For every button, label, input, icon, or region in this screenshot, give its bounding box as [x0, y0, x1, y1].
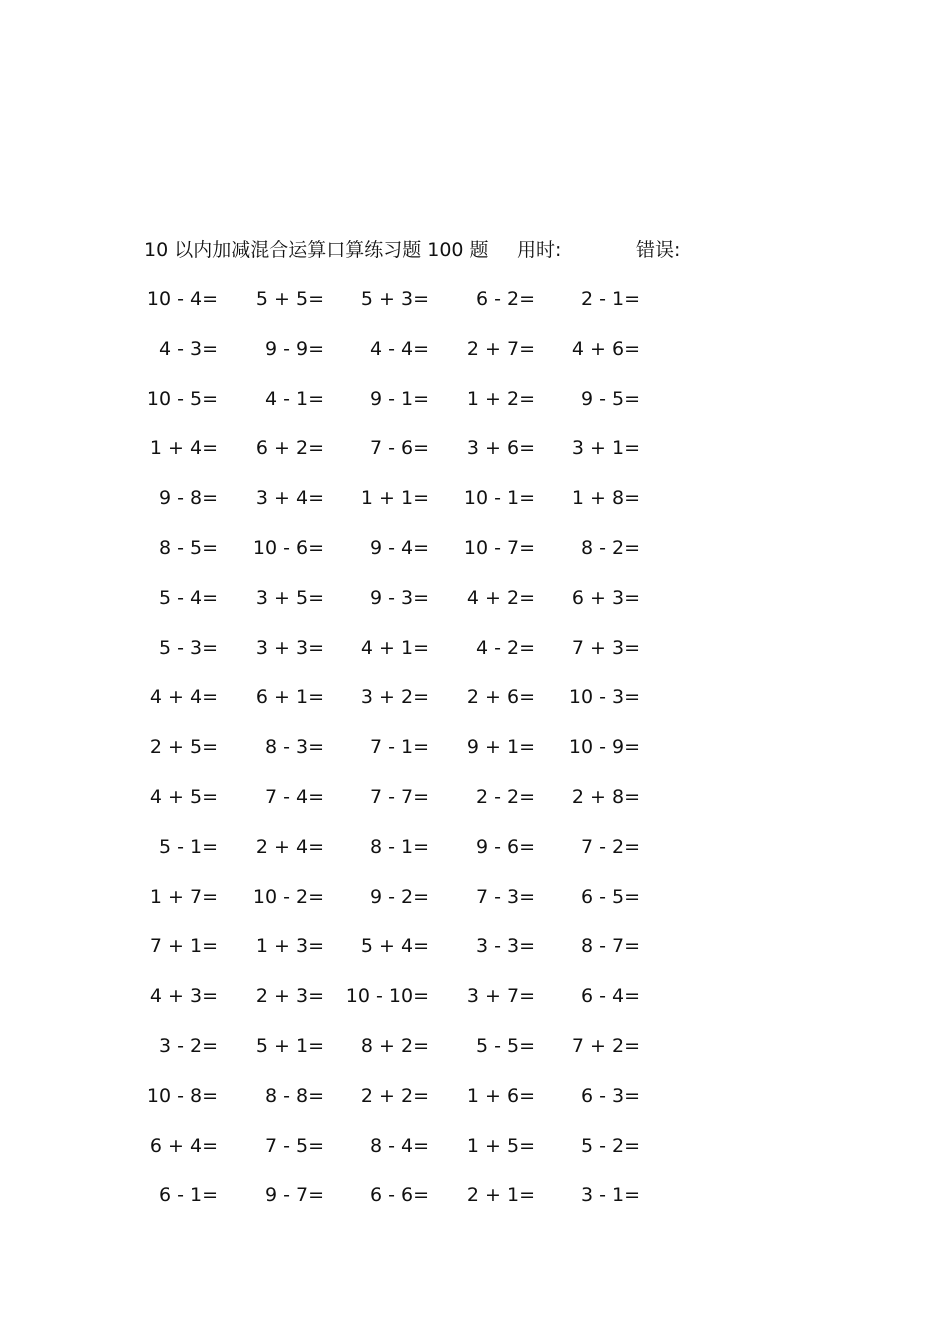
math-problem: 9 - 2= [369, 885, 429, 908]
problem-row [0, 782, 950, 812]
math-problem: 1 + 6= [466, 1084, 535, 1107]
math-problem: 5 - 2= [580, 1134, 640, 1157]
math-problem: 9 + 1= [466, 736, 535, 759]
math-problem: 3 + 7= [466, 985, 535, 1008]
math-problem: 8 - 4= [369, 1134, 429, 1157]
math-problem: 5 - 4= [158, 586, 218, 609]
math-problem: 5 - 3= [158, 636, 218, 659]
math-problem: 1 + 4= [149, 437, 218, 460]
math-problem: 5 + 3= [360, 288, 429, 310]
math-problem: 7 - 6= [369, 437, 429, 460]
math-problem: 5 + 5= [255, 288, 324, 310]
math-problem: 10 - 3= [568, 686, 640, 709]
math-problem: 8 + 2= [360, 1035, 429, 1057]
math-problem: 9 - 6= [475, 835, 535, 858]
problem-row [0, 533, 950, 563]
math-problem: 7 + 2= [571, 1035, 640, 1057]
math-problem: 1 + 3= [255, 935, 324, 958]
math-problem: 7 - 7= [369, 786, 429, 808]
problem-row [0, 931, 950, 961]
math-problem: 2 - 2= [475, 786, 535, 808]
math-problem: 4 + 1= [360, 636, 429, 659]
worksheet-title: 10 以内加减混合运算口算练习题 100 题 [144, 239, 489, 261]
problem-row [0, 384, 950, 414]
math-problem: 10 - 4= [146, 288, 218, 310]
math-problem: 3 - 3= [475, 935, 535, 958]
math-problem: 6 - 5= [580, 885, 640, 908]
math-problem: 4 - 2= [475, 636, 535, 659]
math-problem: 10 - 2= [252, 885, 324, 908]
problem-row [0, 832, 950, 862]
math-problem: 8 - 2= [580, 537, 640, 559]
math-problem: 10 - 10= [345, 985, 429, 1008]
math-problem: 8 - 3= [264, 736, 324, 759]
math-problem: 7 + 1= [149, 935, 218, 958]
math-problem: 3 + 2= [360, 686, 429, 709]
math-problem: 3 + 4= [255, 487, 324, 510]
problem-row [0, 981, 950, 1011]
math-problem: 3 - 1= [580, 1184, 640, 1207]
math-problem: 7 - 4= [264, 786, 324, 808]
math-problem: 4 + 2= [466, 586, 535, 609]
math-problem: 5 + 1= [255, 1035, 324, 1057]
math-problem: 3 + 1= [571, 437, 640, 460]
math-problem: 2 + 8= [571, 786, 640, 808]
problem-row [0, 284, 950, 314]
problem-row [0, 633, 950, 663]
math-problem: 8 - 5= [158, 537, 218, 559]
math-problem: 10 - 5= [146, 387, 218, 410]
math-problem: 1 + 2= [466, 387, 535, 410]
math-problem: 3 + 6= [466, 437, 535, 460]
math-problem: 9 - 7= [264, 1184, 324, 1207]
math-problem: 4 + 4= [149, 686, 218, 709]
problem-row [0, 433, 950, 463]
problem-row [0, 334, 950, 364]
math-problem: 3 - 2= [158, 1035, 218, 1057]
math-problem: 9 - 1= [369, 387, 429, 410]
math-problem: 2 - 1= [580, 288, 640, 310]
math-problem: 2 + 2= [360, 1084, 429, 1107]
math-problem: 6 + 2= [255, 437, 324, 460]
math-problem: 10 - 8= [146, 1084, 218, 1107]
math-problem: 9 - 5= [580, 387, 640, 410]
problem-row [0, 882, 950, 912]
math-problem: 5 - 5= [475, 1035, 535, 1057]
math-problem: 2 + 5= [149, 736, 218, 759]
math-problem: 10 - 6= [252, 537, 324, 559]
problem-row [0, 682, 950, 712]
math-problem: 4 + 3= [149, 985, 218, 1008]
problem-row [0, 1081, 950, 1111]
math-problem: 10 - 9= [568, 736, 640, 759]
math-problem: 5 + 4= [360, 935, 429, 958]
math-problem: 6 + 4= [149, 1134, 218, 1157]
math-problem: 6 - 1= [158, 1184, 218, 1207]
math-problem: 2 + 6= [466, 686, 535, 709]
math-problem: 2 + 4= [255, 835, 324, 858]
problem-row [0, 483, 950, 513]
math-problem: 7 + 3= [571, 636, 640, 659]
math-problem: 2 + 1= [466, 1184, 535, 1207]
math-problem: 1 + 5= [466, 1134, 535, 1157]
math-problem: 4 + 6= [571, 337, 640, 360]
math-problem: 9 - 3= [369, 586, 429, 609]
math-problem: 8 - 7= [580, 935, 640, 958]
math-problem: 7 - 2= [580, 835, 640, 858]
math-problem: 4 + 5= [149, 786, 218, 808]
math-problem: 9 - 4= [369, 537, 429, 559]
math-problem: 2 + 3= [255, 985, 324, 1008]
math-problem: 7 - 5= [264, 1134, 324, 1157]
errors-label: 错误: [636, 239, 681, 261]
math-problem: 2 + 7= [466, 337, 535, 360]
math-problem: 10 - 7= [463, 537, 535, 559]
math-problem: 8 - 1= [369, 835, 429, 858]
math-problem: 7 - 1= [369, 736, 429, 759]
math-problem: 9 - 8= [158, 487, 218, 510]
math-problem: 9 - 9= [264, 337, 324, 360]
math-problem: 1 + 7= [149, 885, 218, 908]
math-problem: 10 - 1= [463, 487, 535, 510]
math-problem: 3 + 3= [255, 636, 324, 659]
time-used-label: 用时: [517, 239, 562, 261]
math-problem: 7 - 3= [475, 885, 535, 908]
math-problem: 8 - 8= [264, 1084, 324, 1107]
math-problem: 3 + 5= [255, 586, 324, 609]
math-problem: 4 - 4= [369, 337, 429, 360]
math-problem: 6 + 1= [255, 686, 324, 709]
problem-row [0, 1180, 950, 1210]
math-problem: 6 - 2= [475, 288, 535, 310]
math-problem: 1 + 8= [571, 487, 640, 510]
math-problem: 6 - 4= [580, 985, 640, 1008]
problem-row [0, 1131, 950, 1161]
problem-row [0, 583, 950, 613]
math-problem: 5 - 1= [158, 835, 218, 858]
math-problem: 6 + 3= [571, 586, 640, 609]
math-problem: 6 - 3= [580, 1084, 640, 1107]
math-problem: 1 + 1= [360, 487, 429, 510]
problem-row [0, 732, 950, 762]
problem-row [0, 1031, 950, 1061]
math-problem: 4 - 1= [264, 387, 324, 410]
math-problem: 4 - 3= [158, 337, 218, 360]
math-problem: 6 - 6= [369, 1184, 429, 1207]
